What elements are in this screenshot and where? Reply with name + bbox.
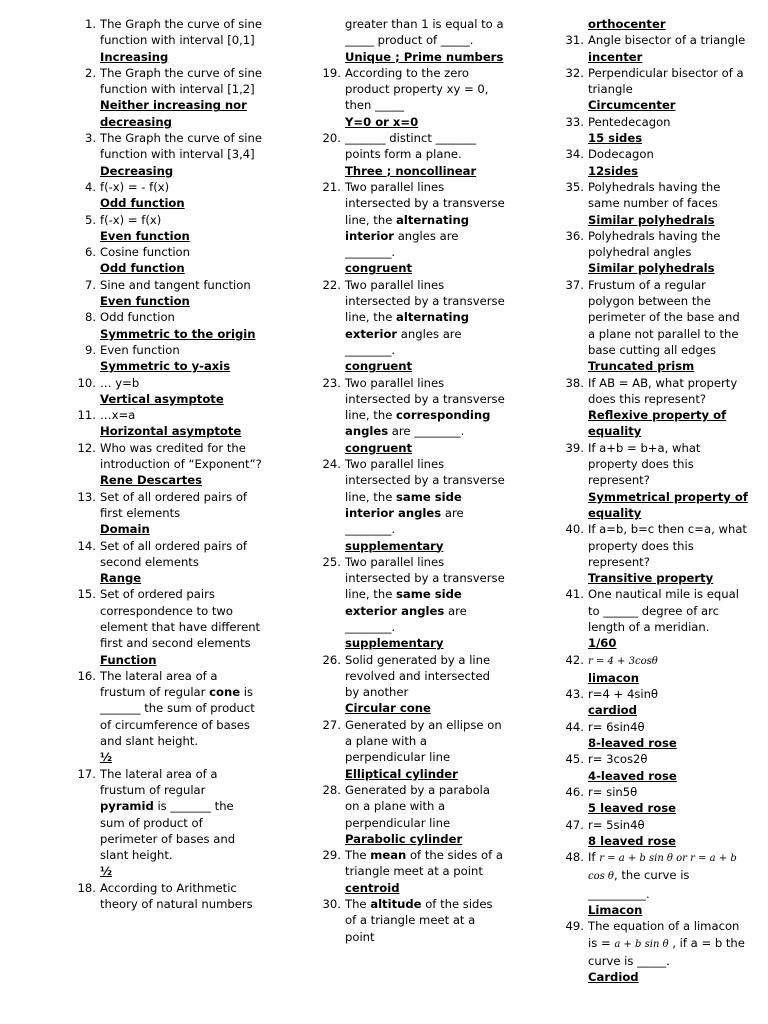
question-segment: Perpendicular bisector of a triangle: [588, 65, 744, 97]
list-item: [311, 896, 507, 945]
answer: 5 leaved rose: [588, 801, 676, 816]
question-text: [345, 65, 507, 114]
question-segment: Dodecagon: [588, 147, 654, 162]
question-segment: Sine and tangent function: [100, 277, 251, 292]
equation: r = 4 + 3cosθ: [588, 655, 658, 667]
list-item: [311, 65, 507, 130]
list-item: [554, 686, 750, 719]
question-segment: Pentedecagon: [588, 114, 671, 129]
question-text: [100, 179, 262, 195]
question-segment: Generated by an ellipse on a plane with a perpendicular line: [345, 717, 502, 765]
list-item: [554, 652, 750, 687]
item-number: 48.: [565, 850, 584, 865]
question-keyword: alternating exterior: [345, 310, 470, 341]
question-segment: angles are ________.: [345, 228, 459, 260]
question-segment: The Graph the curve of sine function with interval [3,4]: [100, 131, 262, 162]
answer: Decreasing: [100, 163, 174, 178]
answer: congruent: [345, 261, 413, 276]
question-text: [100, 766, 262, 864]
question-segment: One nautical mile is equal to ______ degree of arc length of a meridian.: [588, 587, 739, 634]
question-text: [345, 652, 507, 701]
answer: Horizontal asymptote: [100, 424, 242, 439]
question-text: [100, 489, 262, 522]
question-keyword: same side interior angles: [345, 489, 462, 520]
question-text: [588, 918, 750, 969]
question-text: [345, 896, 507, 945]
question-text: [588, 179, 750, 212]
list-item: [66, 244, 262, 277]
question-text: [100, 668, 262, 749]
question-segment: angles are ________.: [345, 326, 462, 357]
list-item: [311, 652, 507, 717]
item-number: 38.: [565, 375, 584, 390]
question-segment: Polyhedrals having the polyhedral angles: [588, 228, 721, 260]
question-segment: r= sin5θ: [588, 784, 638, 799]
equation: r = a + b sin θ or r = a + b cos θ: [588, 853, 737, 883]
question-keyword: altitude: [370, 897, 422, 912]
question-text: [100, 244, 262, 260]
question-text: [588, 32, 750, 48]
item-number: 8.: [84, 310, 96, 325]
answer: Truncated prism: [588, 359, 695, 374]
list-item: [554, 146, 750, 179]
question-segment: Set of all ordered pairs of second elements: [100, 538, 248, 569]
list-item: [311, 16, 507, 65]
question-text: [100, 277, 262, 293]
item-number: 36.: [565, 228, 584, 243]
item-number: 21.: [322, 179, 341, 194]
item-number: 27.: [322, 717, 341, 732]
question-keyword: cone: [209, 685, 241, 700]
list-item: [66, 179, 262, 212]
answer: Domain: [100, 522, 150, 537]
answer: Cardiod: [588, 970, 639, 985]
question-segment: Two parallel lines intersected by a transverse line, the: [345, 457, 505, 504]
list-item: [554, 277, 750, 375]
question-text: [100, 212, 262, 228]
question-segment: Two parallel lines intersected by a transverse line, the: [345, 375, 505, 423]
question-segment: The Graph the curve of sine function with interval [0,1]: [100, 17, 262, 48]
question-text: [588, 686, 750, 702]
list-item: [554, 440, 750, 521]
list-item: [311, 456, 507, 554]
list-item: [554, 16, 750, 32]
answer: cardiod: [588, 703, 637, 718]
column-3: [554, 16, 750, 986]
answer: centroid: [345, 880, 400, 895]
list-item: [66, 538, 262, 587]
item-number: 43.: [565, 687, 584, 702]
list-item: [66, 586, 262, 667]
answer: supplementary: [345, 636, 444, 651]
item-number: 14.: [77, 538, 96, 553]
question-text: [100, 16, 262, 49]
question-segment: The lateral area of a frustum of regular: [100, 766, 218, 797]
answer: Neither increasing nor decreasing: [100, 98, 247, 129]
answer: 8 leaved rose: [588, 833, 676, 848]
question-text: [345, 782, 507, 831]
question-text: [588, 521, 750, 570]
item-number: 34.: [565, 147, 584, 162]
answer: orthocenter: [588, 17, 666, 31]
question-segment: f(-x) = f(x): [100, 212, 162, 227]
question-keyword: mean: [370, 848, 407, 863]
question-segment: r= 6sin4θ: [588, 719, 645, 734]
list-item: [66, 668, 262, 766]
list-item: [554, 32, 750, 65]
list-item: [311, 375, 507, 456]
item-number: 45.: [565, 752, 584, 767]
question-text: [100, 880, 262, 913]
question-segment: Two parallel lines intersected by a transverse line, the: [345, 277, 505, 325]
question-segment: Generated by a parabola on a plane with a perpendicular line: [345, 782, 491, 830]
answer: Three ; noncollinear: [345, 163, 477, 178]
question-segment: The Graph the curve of sine function with interval [1,2]: [100, 65, 262, 97]
question-segment: Solid generated by a line revolved and intersected by another: [345, 652, 491, 700]
item-number: 39.: [565, 440, 584, 455]
list-item: [554, 849, 750, 918]
question-text: [100, 407, 262, 423]
question-segment: of the sides of a triangle meet at a point: [345, 897, 493, 944]
answer: Similar polyhedrals: [588, 261, 715, 276]
answer: Parabolic cylinder: [345, 831, 463, 846]
item-number: 2.: [84, 65, 96, 80]
answer: Function: [100, 652, 157, 667]
list-item: [66, 212, 262, 245]
answer: Symmetrical property of equality: [588, 489, 748, 520]
list-item: [311, 554, 507, 652]
question-text: [345, 554, 507, 635]
item-number: 40.: [565, 522, 584, 537]
question-segment: … y=b: [100, 375, 140, 390]
question-keyword: alternating interior: [345, 212, 470, 243]
question-segment: The equation of a limacon is =: [588, 919, 740, 950]
answer: Odd function: [100, 196, 185, 211]
item-number: 25.: [322, 554, 341, 569]
list-item: [554, 179, 750, 228]
question-text: [588, 277, 750, 358]
question-segment: _______ distinct _______ points form a plane.: [345, 131, 477, 162]
question-text: [588, 719, 750, 735]
item-number: 19.: [322, 65, 341, 80]
list-item: [554, 817, 750, 850]
question-segment: Polyhedrals having the same number of faces: [588, 179, 721, 211]
answer: congruent: [345, 440, 413, 455]
answer: Reflexive property of equality: [588, 408, 727, 439]
question-text: [100, 440, 262, 473]
question-segment: , the curve is __________.: [588, 868, 690, 901]
list-item: [66, 766, 262, 880]
question-text: [588, 375, 750, 408]
list-item: [66, 375, 262, 408]
list-item: [554, 751, 750, 784]
item-number: 49.: [565, 919, 584, 934]
question-text: [588, 440, 750, 489]
item-number: 22.: [322, 277, 341, 292]
answer: Circumcenter: [588, 98, 676, 113]
question-text: [588, 817, 750, 833]
list-item: [311, 130, 507, 179]
item-number: 5.: [84, 212, 96, 227]
list-item: [311, 179, 507, 277]
item-number: 4.: [84, 179, 96, 194]
answer: Vertical asymptote: [100, 391, 224, 406]
question-text: [345, 277, 507, 358]
answer: ½: [100, 864, 113, 879]
item-number: 32.: [565, 65, 584, 80]
question-segment: If: [588, 850, 600, 865]
list-item: [311, 717, 507, 782]
question-text: [588, 652, 750, 670]
list-item: [554, 918, 750, 985]
answer: 15 sides: [588, 131, 643, 146]
question-segment: r=4 + 4sinθ: [588, 687, 659, 702]
item-number: 47.: [565, 817, 584, 832]
question-segment: If a+b = b+a, what property does this represent?: [588, 440, 701, 488]
item-number: 11.: [77, 408, 96, 423]
answer: ½: [100, 750, 113, 765]
question-text: [100, 309, 262, 325]
answer: Odd function: [100, 261, 185, 276]
column-2: [311, 16, 507, 945]
question-segment: According to Arithmetic theory of natural numbers: [100, 880, 253, 912]
list-item: [66, 407, 262, 440]
list-item: [66, 65, 262, 130]
answer: Circular cone: [345, 701, 431, 716]
question-text: [100, 586, 262, 651]
question-continuation: greater than 1 is equal to a _____ product of _____.: [345, 17, 504, 48]
list-item: [554, 784, 750, 817]
answer: Symmetric to the origin: [100, 326, 256, 341]
item-number: 3.: [84, 131, 96, 146]
item-number: 33.: [565, 114, 584, 129]
item-number: 18.: [77, 880, 96, 895]
answer: Limacon: [588, 903, 643, 918]
question-keyword: same side exterior angles: [345, 587, 462, 618]
question-keyword: corresponding angles: [345, 408, 491, 439]
answer: incenter: [588, 49, 643, 64]
list-item: [311, 277, 507, 375]
list-item: [66, 16, 262, 65]
question-segment: r= 5sin4θ: [588, 817, 645, 832]
question-text: [588, 849, 750, 902]
question-segment: Set of all ordered pairs of first elements: [100, 489, 248, 520]
question-text: [345, 179, 507, 260]
item-number: 30.: [322, 897, 341, 912]
question-segment: is _______ the sum of product of circumference of bases and slant height.: [100, 685, 255, 749]
list-item: [66, 130, 262, 179]
question-segment: According to the zero product property xy = 0, then _____: [345, 65, 489, 113]
list-item: [554, 586, 750, 651]
question-text: [345, 130, 507, 163]
item-number: 28.: [322, 782, 341, 797]
question-segment: Set of ordered pairs correspondence to two element that have different first and second elements: [100, 587, 261, 651]
item-number: 24.: [322, 457, 341, 472]
item-number: 26.: [322, 652, 341, 667]
question-text: [588, 65, 750, 98]
question-text: [100, 375, 262, 391]
question-text: [588, 114, 750, 130]
answer: Range: [100, 571, 142, 586]
answer: Rene Descartes: [100, 473, 203, 488]
answer: Similar polyhedrals: [588, 212, 715, 227]
list-item: [66, 440, 262, 489]
item-number: 41.: [565, 587, 584, 602]
question-segment: The: [345, 897, 371, 912]
answer: 12sides: [588, 163, 639, 178]
answer: Transitive property: [588, 571, 714, 586]
question-segment: Two parallel lines intersected by a transverse line, the: [345, 554, 505, 602]
answer: 1/60: [588, 636, 617, 651]
item-number: 12.: [77, 440, 96, 455]
answer: 4-leaved rose: [588, 768, 677, 783]
question-text: [588, 228, 750, 261]
list-item: [554, 719, 750, 752]
question-segment: Frustum of a regular polygon between the perimeter of the base and a plane not parallel to the base cutting all edges: [588, 277, 740, 357]
item-number: 9.: [84, 342, 96, 357]
question-text: [345, 456, 507, 537]
list-item: [311, 782, 507, 847]
question-keyword: pyramid: [100, 799, 154, 814]
question-segment: Two parallel lines intersected by a transverse line, the: [345, 179, 505, 227]
answer: 8-leaved rose: [588, 736, 677, 751]
list-item: [66, 880, 262, 913]
question-segment: If a=b, b=c then c=a, what property does this represent?: [588, 522, 747, 569]
question-text: [588, 784, 750, 800]
list-item: [66, 309, 262, 342]
list-item: [311, 847, 507, 896]
question-segment: …x=a: [100, 408, 136, 423]
answer: Even function: [100, 294, 190, 309]
item-number: 37.: [565, 277, 584, 292]
question-text: [100, 342, 262, 358]
item-number: 29.: [322, 848, 341, 863]
item-number: 46.: [565, 784, 584, 799]
item-number: 31.: [565, 33, 584, 48]
question-segment: of the sides of a triangle meet at a point: [345, 848, 503, 879]
question-text: [100, 130, 262, 163]
list-item: [554, 521, 750, 586]
question-segment: r= 3cos2θ: [588, 752, 648, 767]
list-item: [66, 277, 262, 310]
item-number: 16.: [77, 668, 96, 683]
answer: limacon: [588, 670, 639, 685]
column-1: [66, 16, 262, 912]
item-number: 15.: [77, 587, 96, 602]
question-segment: is _______ the sum of product of perimeter of bases and slant height.: [100, 799, 236, 863]
item-number: 17.: [77, 766, 96, 781]
question-segment: Angle bisector of a triangle: [588, 33, 746, 48]
question-segment: Cosine function: [100, 245, 190, 260]
item-number: 13.: [77, 489, 96, 504]
question-text: [588, 751, 750, 767]
question-segment: The: [345, 848, 371, 863]
list-item: [554, 114, 750, 147]
question-segment: If AB = AB, what property does this represent?: [588, 375, 738, 406]
item-number: 44.: [565, 719, 584, 734]
question-text: [588, 146, 750, 162]
question-segment: The lateral area of a frustum of regular: [100, 668, 218, 700]
item-number: 10.: [77, 375, 96, 390]
answer: Unique ; Prime numbers: [345, 49, 504, 64]
question-segment: are ________.: [388, 424, 465, 439]
answer: supplementary: [345, 538, 444, 553]
question-segment: Who was credited for the introduction of “Exponent”?: [100, 440, 262, 472]
question-text: [588, 586, 750, 635]
answer: Y=0 or x=0: [345, 114, 419, 129]
question-segment: are ________.: [345, 505, 464, 537]
item-number: 6.: [84, 245, 96, 260]
item-number: 7.: [84, 277, 96, 292]
equation: a + b sin θ: [614, 938, 669, 950]
question-segment: are ________.: [345, 603, 467, 634]
item-number: 20.: [322, 131, 341, 146]
list-item: [554, 228, 750, 277]
item-number: 23.: [322, 375, 341, 390]
answer: Increasing: [100, 49, 169, 64]
answer: Elliptical cylinder: [345, 766, 458, 781]
question-segment: , if a = b the curve is _____.: [588, 935, 745, 968]
question-text: [100, 65, 262, 98]
question-segment: Even function: [100, 342, 180, 357]
answer: congruent: [345, 359, 413, 374]
answer: Symmetric to y-axis: [100, 359, 231, 374]
answer: Even function: [100, 228, 190, 243]
question-segment: f(-x) = - f(x): [100, 179, 170, 194]
item-number: 35.: [565, 179, 584, 194]
question-text: [345, 375, 507, 440]
list-item: [66, 489, 262, 538]
question-text: [100, 538, 262, 571]
list-item: [554, 65, 750, 114]
question-segment: Odd function: [100, 310, 175, 325]
item-number: 42.: [565, 652, 584, 667]
item-number: 1.: [84, 17, 96, 31]
list-item: [66, 342, 262, 375]
question-text: [345, 717, 507, 766]
list-item: [554, 375, 750, 440]
question-text: [345, 847, 507, 880]
